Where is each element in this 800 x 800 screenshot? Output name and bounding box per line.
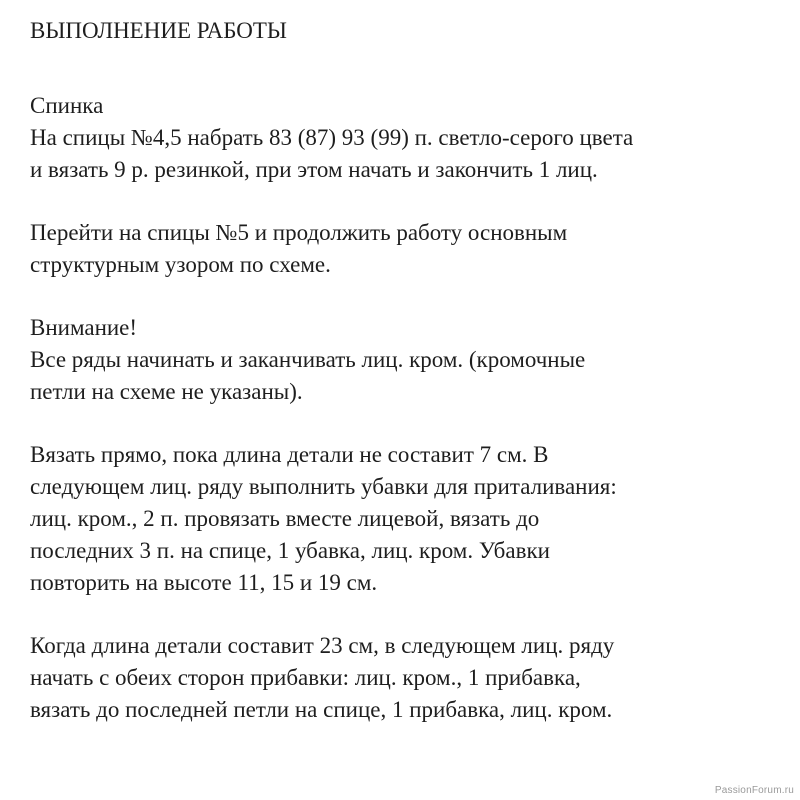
paragraph-line: Когда длина детали составит 23 см, в следующем лиц. ряду <box>30 633 615 658</box>
spacer <box>30 186 790 217</box>
spacer <box>30 408 790 439</box>
section-paragraph-1 <box>30 90 790 186</box>
paragraph-line: структурным узором по схеме. <box>30 252 331 277</box>
spacer <box>30 48 790 90</box>
document-body <box>30 14 790 726</box>
paragraph-line: Перейти на спицы №5 и продолжить работу основным <box>30 220 568 245</box>
paragraph-line: петли на схеме не указаны). <box>30 379 303 404</box>
paragraph-line: начать с обеих сторон прибавки: лиц. кром., 1 прибавка, <box>30 665 581 690</box>
paragraph-line: последних 3 п. на спице, 1 убавка, лиц. кром. Убавки <box>30 538 550 563</box>
paragraph-line: Все ряды начинать и заканчивать лиц. кром. (кромочные <box>30 347 586 372</box>
paragraph-line: и вязать 9 р. резинкой, при этом начать и закончить 1 лиц. <box>30 157 598 182</box>
spacer <box>30 599 790 630</box>
paragraph-line: повторить на высоте 11, 15 и 19 см. <box>30 570 378 595</box>
watermark: PassionForum.ru <box>714 785 794 796</box>
paragraph-line: вязать до последней петли на спице, 1 прибавка, лиц. кром. <box>30 697 613 722</box>
paragraph-3 <box>30 312 790 408</box>
paragraph-line: лиц. кром., 2 п. провязать вместе лицевой, вязать до <box>30 506 540 531</box>
section-title: Спинка <box>30 93 104 118</box>
paragraph-line: следующем лиц. ряду выполнить убавки для приталивания: <box>30 474 617 499</box>
paragraph-4 <box>30 439 790 599</box>
paragraph-5 <box>30 630 790 726</box>
paragraph-line: На спицы №4,5 набрать 83 (87) 93 (99) п. светло-серого цвета <box>30 125 634 150</box>
paragraph-line: Вязать прямо, пока длина детали не составит 7 см. В <box>30 442 549 467</box>
page-title: ВЫПОЛНЕНИЕ РАБОТЫ <box>30 18 287 43</box>
paragraph-2 <box>30 217 790 281</box>
attention-label: Внимание! <box>30 315 138 340</box>
spacer <box>30 281 790 312</box>
